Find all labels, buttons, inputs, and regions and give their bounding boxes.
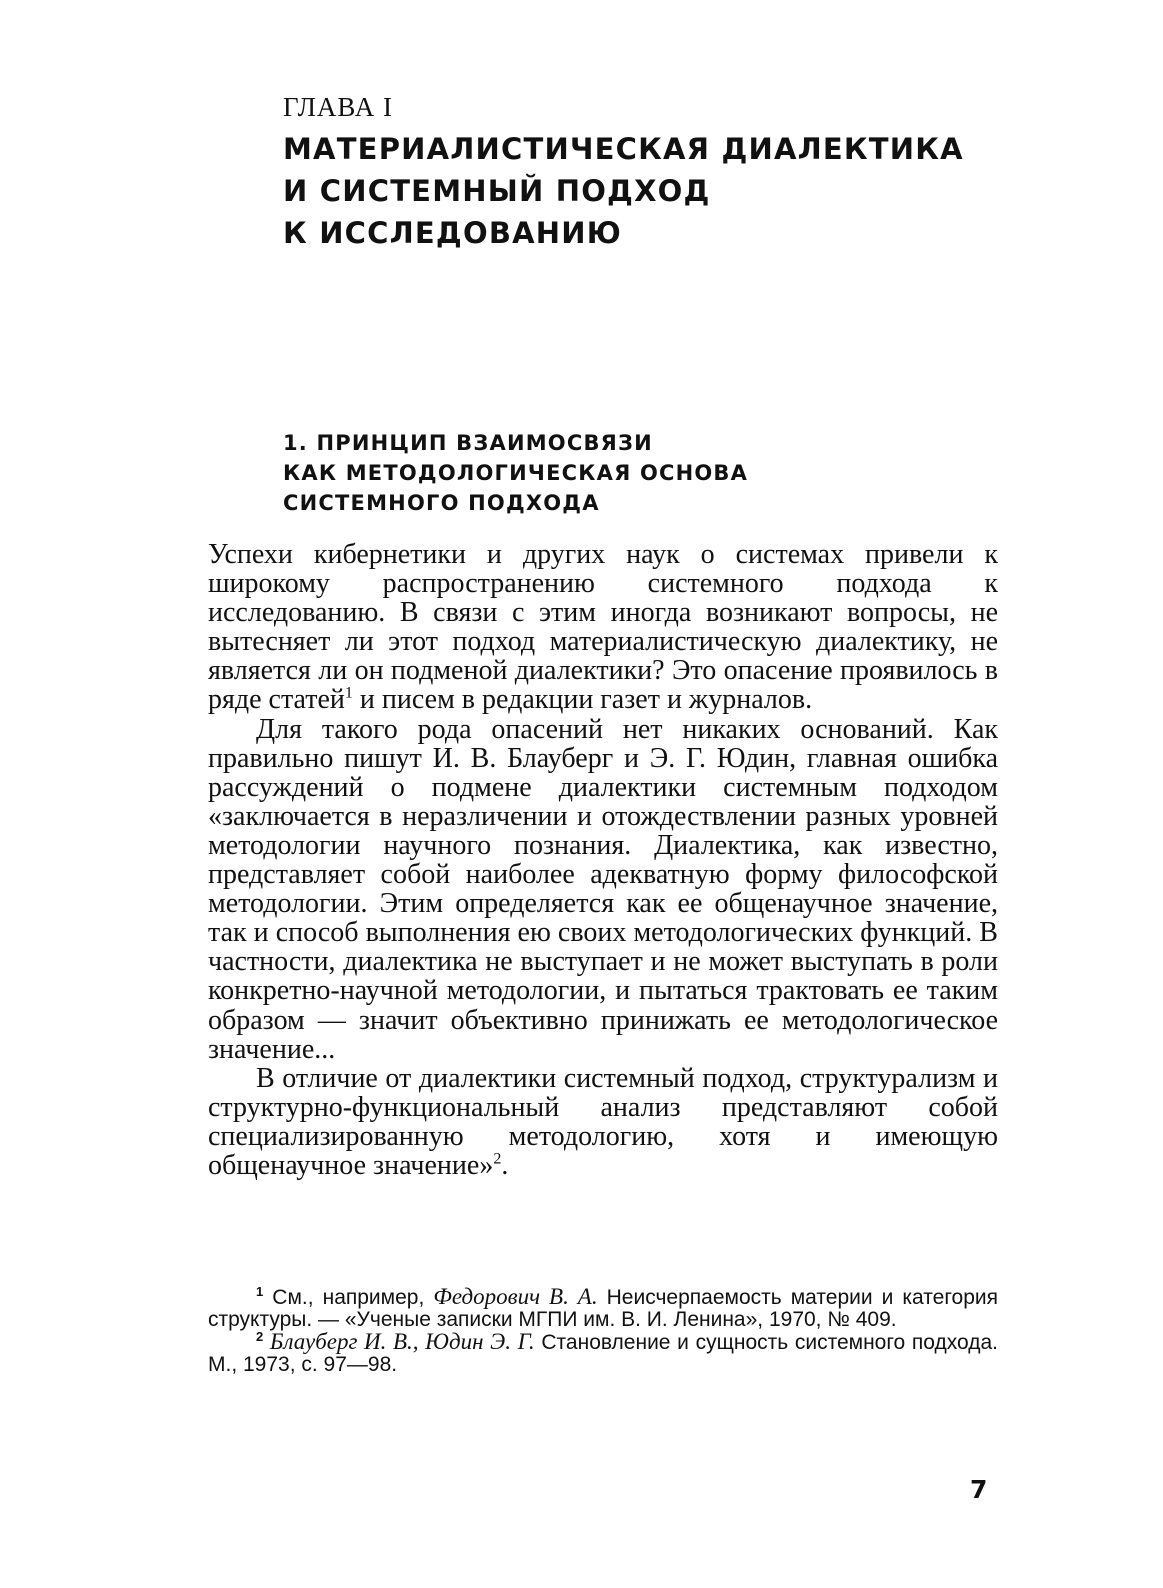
footnote-author: Федорович В. А.: [433, 1284, 598, 1309]
footnote-mark: 1: [256, 1284, 264, 1299]
paragraph-1: [208, 540, 998, 715]
footnote-1: [208, 1286, 998, 1331]
paragraph-text: Успехи кибернетики и других наук о системах привели к широкому распространению системного подхода к исследованию. В связи с этим иногда возникают вопросы, не вытесняет ли этот подход материалистическую диалектику, не является ли он подменой диалектики? Это опасение проявилось в ряде статей: [208, 539, 998, 716]
footnote-2: [208, 1331, 998, 1376]
chapter-title: [283, 128, 1003, 254]
chapter-title-line: МАТЕРИАЛИСТИЧЕСКАЯ ДИАЛЕКТИКА: [283, 132, 964, 166]
chapter-title-line: К ИССЛЕДОВАНИЮ: [283, 216, 622, 250]
chapter-label: ГЛАВА I: [283, 92, 393, 122]
footnote-text: Неисчерпаемость материи и категория структуры. — «Ученые записки МГПИ им. В. И. Ленина», 1970, № 409.: [208, 1286, 998, 1331]
section-title-line: КАК МЕТОДОЛОГИЧЕСКАЯ ОСНОВА: [283, 461, 749, 485]
footnote-reference: 1: [344, 685, 353, 703]
paragraph-text: и писем в редакции газет и журналов.: [352, 684, 813, 716]
section-title-line: 1. ПРИНЦИП ВЗАИМОСВЯЗИ: [283, 431, 653, 455]
footnote-mark: 2: [256, 1329, 264, 1344]
section-title-line: СИСТЕМНОГО ПОДХОДА: [283, 491, 600, 515]
page-number: 7: [970, 1475, 988, 1504]
section-title: [283, 428, 1003, 518]
paragraph-text: .: [501, 1149, 509, 1181]
paragraph-2: Для такого рода опасений нет никаких оснований. Как правильно пишут И. В. Блауберг и Э. Г. Юдин, главная ошибка рассуждений о подмене диалектики системным подходом «заключается в неразличении и отождествлении разных уровней методологии научного познания. Диалектика, как известно, представляет собой наиболее адекватную форму философской методологии. Этим определяется как ее общенаучное значение, так и способ выполнения ею своих методологических функций. В частности, диалектика не выступает и не может выступать в роли конкретно-научной методологии, и пытаться трактовать ее таким образом — значит объективно принижать ее методологическое значение...: [208, 713, 998, 1065]
chapter-title-line: И СИСТЕМНЫЙ ПОДХОД: [283, 174, 711, 208]
footnote-reference: 2: [493, 1150, 502, 1168]
paragraph-text: В отличие от диалектики системный подход, структурализм и структурно-функциональный анализ представляют собой специализированную методологию, хотя и имеющую общенаучное значение»: [208, 1062, 998, 1181]
footnote-author: Блауберг И. В., Юдин Э. Г.: [269, 1329, 535, 1354]
footnote-pre: См., например,: [272, 1286, 434, 1309]
footnotes: [208, 1286, 998, 1376]
footnote-text: Становление и сущность системного подхода. М., 1973, с. 97—98.: [208, 1331, 999, 1376]
body-text: [208, 540, 998, 1180]
paragraph-3: [208, 1064, 998, 1180]
